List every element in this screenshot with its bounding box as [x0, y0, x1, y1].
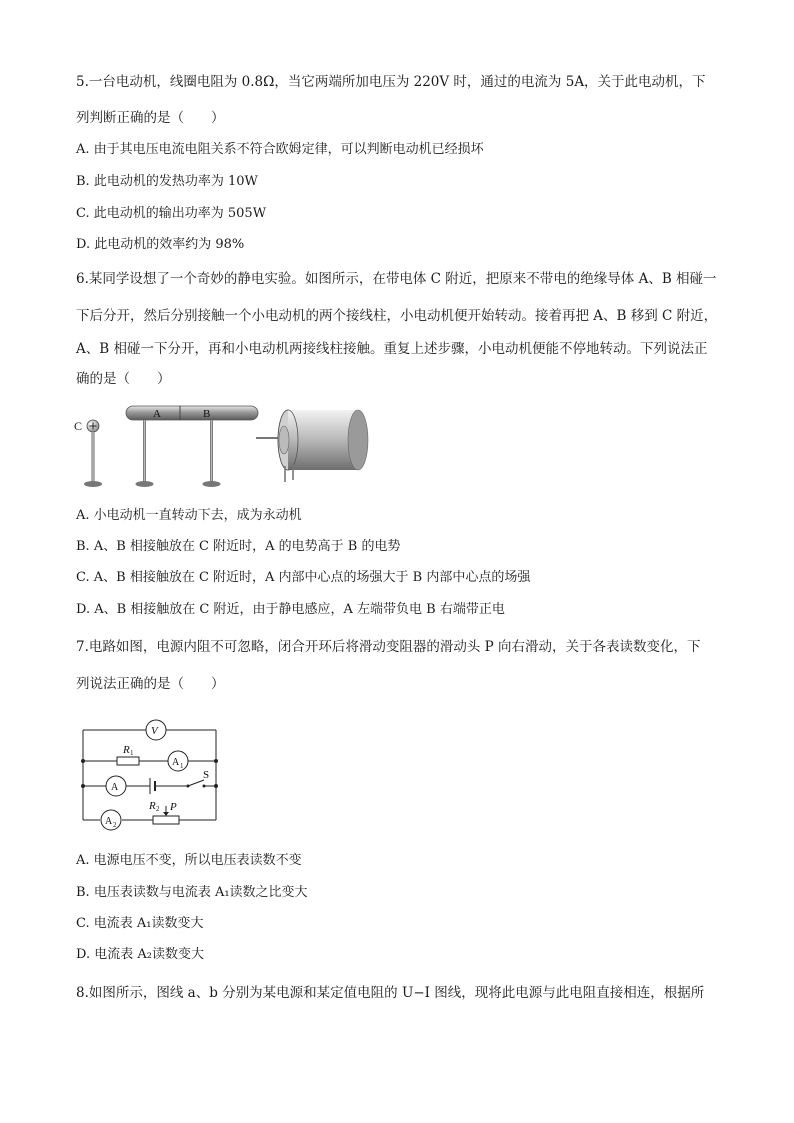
r2-label: R — [149, 800, 156, 812]
charged-body-c — [84, 420, 102, 487]
slider-label: P — [170, 801, 177, 813]
q7-stem-line-2: 列说法正确的是（ ） — [76, 676, 225, 692]
q6-stem-line-2: 下后分开，然后分别接触一个小电动机的两个接线柱，小电动机便开始转动。接着再把 A、B 移到 C 附近， — [76, 308, 718, 324]
q7-stem-line-1: 7.电路如图，电源内阻不可忽略，闭合开环后将滑动变阻器的滑动头 P 向右滑动，关于各表读数变化，下 — [76, 639, 701, 655]
r2-sub: 2 — [156, 805, 160, 813]
switch-label: S — [203, 769, 210, 781]
q5-option-d: D. 此电动机的效率约为 98% — [76, 237, 245, 252]
q7-option-b: B. 电压表读数与电流表 A₁读数之比变大 — [76, 885, 308, 900]
q6-stem-line-4: 确的是（ ） — [76, 371, 171, 387]
small-motor — [256, 410, 368, 482]
q7-option-a: A. 电源电压不变，所以电压表读数不变 — [76, 853, 302, 868]
electrostatic-experiment-figure — [66, 400, 386, 500]
q6-option-d: D. A、B 相接触放在 C 附近，由于静电感应，A 左端带负电 B 右端带正电 — [76, 602, 505, 617]
r1-sub: 1 — [130, 749, 134, 757]
r1-label: R — [123, 744, 130, 756]
voltmeter-label: V — [151, 725, 158, 737]
label-c: C — [74, 419, 83, 433]
ammeter-a1-label: A — [172, 757, 180, 768]
q5-option-a: A. 由于其电压电流电阻关系不符合欧姆定律，可以判断电动机已经损坏 — [76, 142, 484, 157]
q5-option-c: C. 此电动机的输出功率为 505W — [76, 206, 267, 221]
q5-stem-line-1: 5.一台电动机，线圈电阻为 0.8Ω，当它两端所加电压为 220V 时，通过的电流为 5A，关于此电动机，下 — [76, 74, 706, 90]
q7-option-c: C. 电流表 A₁读数变大 — [76, 916, 204, 931]
q6-option-a: A. 小电动机一直转动下去，成为永动机 — [76, 508, 302, 523]
ammeter-a2-sub: 2 — [113, 821, 117, 829]
circuit-diagram — [70, 712, 230, 834]
q6-option-b: B. A、B 相接触放在 C 附近时，A 的电势高于 B 的电势 — [76, 539, 401, 554]
ammeter-a1-sub: 1 — [180, 762, 184, 770]
conductors-a-b — [126, 406, 258, 487]
q6-stem-line-1: 6.某同学设想了一个奇妙的静电实验。如图所示，在带电体 C 附近，把原来不带电的绝缘导体 A、B 相碰一 — [76, 271, 717, 287]
label-b: B — [203, 408, 211, 420]
q6-stem-line-3: A、B 相碰一下分开，再和小电动机两接线柱接触。重复上述步骤，小电动机便能不停地转动。下列说法正 — [76, 341, 708, 357]
q5-option-b: B. 此电动机的发热功率为 10W — [76, 174, 258, 189]
label-a: A — [153, 408, 161, 420]
ammeter-a-label: A — [111, 782, 119, 793]
q6-option-c: C. A、B 相接触放在 C 附近时，A 内部中心点的场强大于 B 内部中心点的场强 — [76, 570, 531, 585]
q5-stem-line-2: 列判断正确的是（ ） — [76, 110, 225, 126]
ammeter-a2-label: A — [105, 816, 113, 827]
q8-stem-line-1: 8.如图所示，图线 a、b 分别为某电源和某定值电阻的 U−I 图线，现将此电源与此电阻直接相连，根据所 — [76, 985, 705, 1001]
q7-option-d: D. 电流表 A₂读数变大 — [76, 947, 204, 962]
